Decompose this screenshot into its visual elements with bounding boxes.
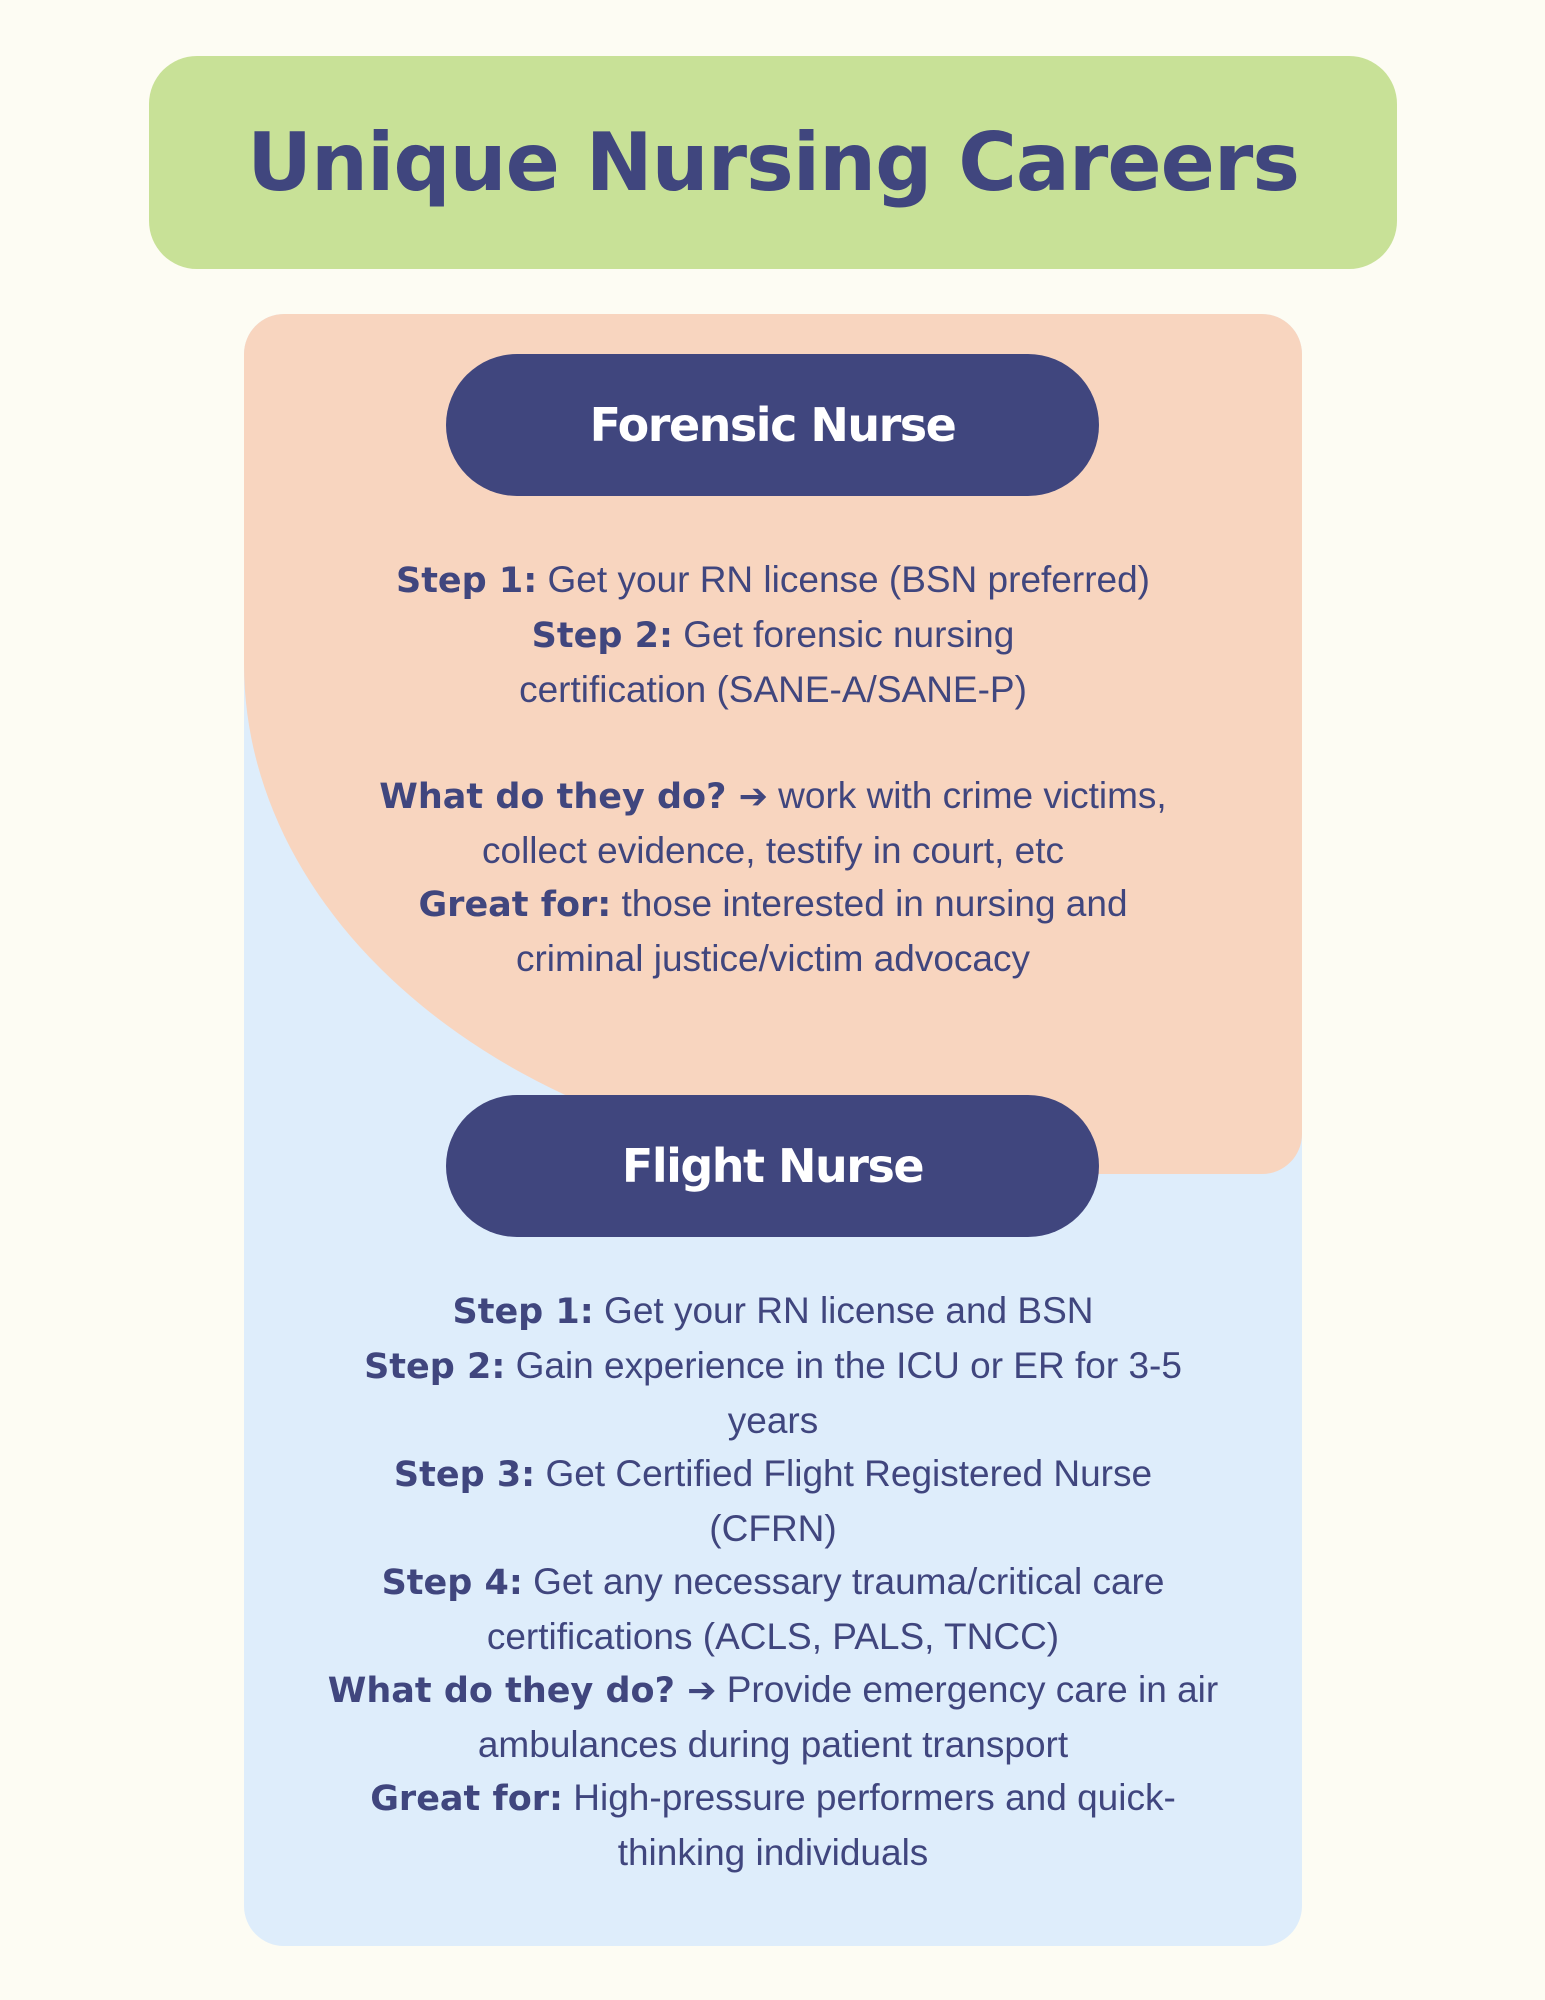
great-for-text: High-pressure performers and quick-thinking individuals bbox=[563, 1777, 1176, 1873]
flight-step-4 bbox=[333, 1555, 1213, 1663]
flight-what-they-do bbox=[308, 1663, 1238, 1771]
forensic-nurse-heading-pill bbox=[446, 354, 1099, 496]
step-text: Get any necessary trauma/critical care certifications (ACLS, PALS, TNCC) bbox=[486, 1561, 1165, 1657]
forensic-nurse-details bbox=[244, 553, 1302, 985]
step-label: Step 1: bbox=[395, 561, 538, 601]
great-for-label: Great for: bbox=[370, 1779, 563, 1819]
forensic-what-they-do bbox=[328, 769, 1218, 877]
step-text: Get your RN license (BSN preferred) bbox=[537, 559, 1151, 600]
great-for-text: those interested in nursing and criminal justice/victim advocacy bbox=[515, 883, 1128, 979]
flight-nurse-heading-pill bbox=[446, 1095, 1099, 1237]
step-text: Get forensic nursing certification (SANE-A/SANE-P) bbox=[519, 614, 1027, 710]
step-text: Get your RN license and BSN bbox=[593, 1290, 1094, 1331]
step-label: Step 1: bbox=[452, 1292, 594, 1332]
flight-step-3 bbox=[343, 1447, 1203, 1555]
forensic-step-1 bbox=[333, 553, 1213, 608]
flight-nurse-heading: Flight Nurse bbox=[621, 1139, 924, 1193]
step-label: Step 2: bbox=[364, 1347, 506, 1387]
what-label: What do they do? ➔ bbox=[379, 777, 768, 817]
forensic-step-2 bbox=[453, 608, 1093, 716]
flight-step-1 bbox=[333, 1284, 1213, 1339]
step-label: Step 4: bbox=[381, 1563, 523, 1603]
page-title: Unique Nursing Careers bbox=[247, 116, 1299, 209]
step-label: Step 2: bbox=[531, 616, 673, 656]
forensic-nurse-heading: Forensic Nurse bbox=[589, 398, 956, 452]
flight-step-2 bbox=[323, 1339, 1223, 1447]
title-banner bbox=[149, 56, 1397, 269]
step-label: Step 3: bbox=[393, 1455, 536, 1495]
great-for-label: Great for: bbox=[418, 885, 612, 925]
flight-nurse-details bbox=[244, 1284, 1302, 1879]
forensic-great-for bbox=[373, 877, 1173, 985]
what-label: What do they do? ➔ bbox=[327, 1671, 717, 1711]
what-text: Provide emergency care in air ambulances during patient transport bbox=[477, 1669, 1219, 1765]
step-text: Gain experience in the ICU or ER for 3-5 years bbox=[505, 1345, 1182, 1441]
step-text: Get Certified Flight Registered Nurse (CFRN) bbox=[535, 1453, 1153, 1549]
what-text: work with crime victims, collect evidence, testify in court, etc bbox=[482, 775, 1167, 871]
flight-great-for bbox=[323, 1771, 1223, 1879]
